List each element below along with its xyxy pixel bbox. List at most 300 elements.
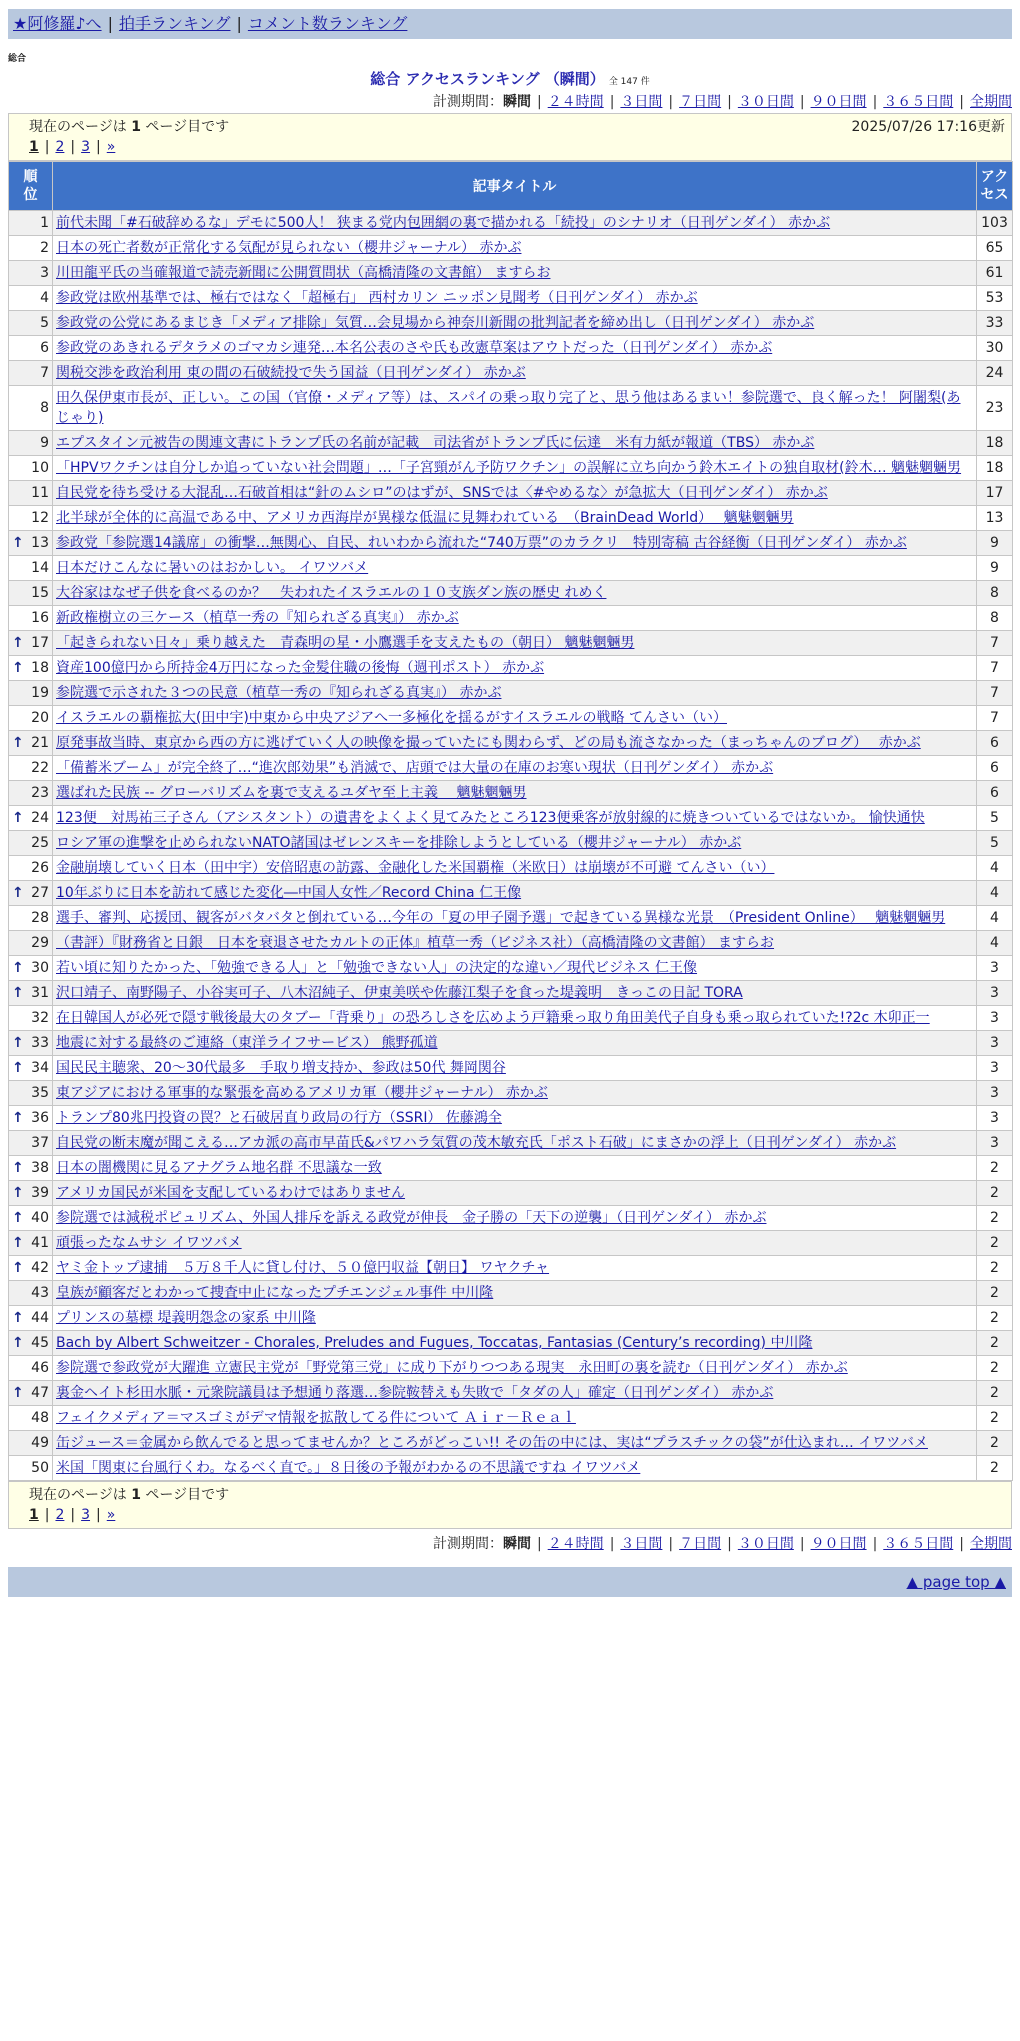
period-selector-bottom <box>8 1533 1012 1555</box>
table-row <box>9 1306 1013 1331</box>
title-cell <box>53 386 977 431</box>
article-link[interactable]: 123便 対馬祐三子さん（アシスタント）の遺書をよくよく見てみたところ123便乗客が放射線的に焼きついているではないか。 愉快通快 <box>56 810 925 826</box>
page-separator: | <box>96 1507 101 1523</box>
article-link[interactable]: 缶ジュース＝金属から飲んでると思ってませんか？ところがどっこい!! その缶の中には、実は“プラスチックの袋”が仕込まれ… イワツバメ <box>56 1435 928 1451</box>
article-link[interactable]: 沢口靖子、南野陽子、小谷実可子、八木沼純子、伊東美咲や佐藤江梨子を食った堤義明 きっこの日記 TORA <box>56 985 743 1001</box>
table-row <box>9 506 1013 531</box>
table-row <box>9 756 1013 781</box>
rank-cell <box>9 506 53 531</box>
access-count: 18 <box>977 431 1013 456</box>
table-row <box>9 361 1013 386</box>
rank-cell <box>9 1356 53 1381</box>
article-link[interactable]: ロシア軍の進撃を止められないNATO諸国はゼレンスキーを排除しようとしている（櫻井ジャーナル） 赤かぶ <box>56 835 742 851</box>
article-link[interactable]: 田久保伊東市長が、正しい。この国（官僚・メディア等）は、スパイの乗っ取り完了と、思う他はあるまい！参院選で、良く解った！ 阿闍梨(あじゃり) <box>56 390 961 426</box>
title-cell <box>53 211 977 236</box>
table-row <box>9 431 1013 456</box>
article-link[interactable]: 北半球が全体的に高温である中、アメリカ西海岸が異様な低温に見舞われている （BrainDead World） 魑魅魍魎男 <box>56 510 794 526</box>
title-cell <box>53 1406 977 1431</box>
access-count: 4 <box>977 906 1013 931</box>
table-row <box>9 311 1013 336</box>
article-link[interactable]: 日本の死亡者数が正常化する気配が見られない（櫻井ジャーナル） 赤かぶ <box>56 240 522 256</box>
table-row <box>9 631 1013 656</box>
article-link[interactable]: 参政党「参院選14議席」の衝撃…無関心、自民、れいわから流れた“740万票”のカラクリ 特別寄稿 古谷経衡（日刊ゲンダイ） 赤かぶ <box>56 535 907 551</box>
rank-number: 6 <box>40 340 49 356</box>
table-row <box>9 456 1013 481</box>
up-arrow-icon: ↑ <box>12 985 24 1001</box>
title-cell <box>53 336 977 361</box>
rank-column-header: 順位 <box>9 162 53 211</box>
period-label: 計測期間： <box>432 94 503 110</box>
rank-cell <box>9 1081 53 1106</box>
title-cell <box>53 1456 977 1481</box>
article-link[interactable]: イスラエルの覇権拡大(田中宇)中東から中央アジアへ一多極化を揺るがすイスラエルの戦略 てんさい（い） <box>56 710 727 726</box>
table-row <box>9 1056 1013 1081</box>
table-row <box>9 1031 1013 1056</box>
period-current: 瞬間 <box>502 94 531 110</box>
rank-cell <box>9 286 53 311</box>
title-cell <box>53 1156 977 1181</box>
rank-cell <box>9 1381 53 1406</box>
article-link[interactable]: 若い頃に知りたかった、「勉強できる人」と「勉強できない人」の決定的な違い／現代ビジネス 仁王像 <box>56 960 698 976</box>
rank-number: 1 <box>40 215 49 231</box>
article-link[interactable]: 資産100億円から所持金4万円になった金髪住職の後悔（週刊ポスト） 赤かぶ <box>56 660 545 676</box>
up-arrow-icon: ↑ <box>12 1185 24 1201</box>
table-row <box>9 931 1013 956</box>
access-count: 30 <box>977 336 1013 361</box>
rank-number: 40 <box>31 1210 49 1226</box>
access-count: 2 <box>977 1281 1013 1306</box>
title-cell <box>53 681 977 706</box>
title-cell <box>53 556 977 581</box>
article-link[interactable]: 在日韓国人が必死で隠す戦後最大のタブー「背乗り」の恐ろしさを広めよう戸籍乗っ取り角田美代子自身も乗っ取られていた!?2c 木卯正一 <box>56 1010 930 1026</box>
article-link[interactable]: 大谷家はなぜ子供を食べるのか？ 失われたイスラエルの１０支族ダン族の歴史 れめく <box>56 585 607 601</box>
period-label: 計測期間： <box>432 1536 503 1552</box>
table-row <box>9 1356 1013 1381</box>
article-link[interactable]: 参政党は欧州基準では、極右ではなく「超極右」 西村カリン ニッポン見聞考（日刊ゲンダイ） 赤かぶ <box>56 290 698 306</box>
rank-cell <box>9 1156 53 1181</box>
page-separator: | <box>96 139 101 155</box>
rank-number: 48 <box>31 1410 49 1426</box>
table-row <box>9 1431 1013 1456</box>
access-count: 7 <box>977 681 1013 706</box>
table-row <box>9 1156 1013 1181</box>
article-link[interactable]: 「備蓄米ブーム」が完全終了…“進次郎効果”も消滅で、店頭では大量の在庫のお寒い現状（日刊ゲンダイ） 赤かぶ <box>56 760 774 776</box>
article-link[interactable]: 自民党の断末魔が聞こえる…アカ派の高市早苗氏&パワハラ気質の茂木敏充氏「ポスト石破」にまさかの浮上（日刊ゲンダイ） 赤かぶ <box>56 1135 897 1151</box>
table-row <box>9 1081 1013 1106</box>
title-cell <box>53 1356 977 1381</box>
article-link[interactable]: エプスタイン元被告の関連文書にトランプ氏の名前が記載 司法省がトランプ氏に伝達 米有力紙が報道（TBS） 赤かぶ <box>56 435 815 451</box>
article-link[interactable]: プリンスの墓標 堤義明怨念の家系 中川隆 <box>56 1310 316 1326</box>
table-row <box>9 1256 1013 1281</box>
access-count: 9 <box>977 556 1013 581</box>
rank-number: 34 <box>31 1060 49 1076</box>
article-link[interactable]: 皇族が顧客だとわかって捜査中止になったプチエンジェル事件 中川隆 <box>56 1285 494 1301</box>
article-link[interactable]: フェイクメディア＝マスゴミがデマ情報を拡散してる件について Ａｉｒ－Ｒｅａｌ <box>56 1410 576 1426</box>
table-row <box>9 1331 1013 1356</box>
period-link[interactable]: ２４時間 <box>547 1536 604 1552</box>
table-row <box>9 656 1013 681</box>
title-cell <box>53 1131 977 1156</box>
period-link[interactable]: ３日間 <box>620 94 663 110</box>
article-link[interactable]: 日本だけこんなに暑いのはおかしい。 イワツバメ <box>56 560 369 576</box>
article-link[interactable]: 「HPVワクチンは自分しか追っていない社会問題」…「子宮頸がん予防ワクチン」の誤解に立ち向かう鈴木エイトの独自取材(鈴木… 魑魅魍魎男 <box>56 460 962 476</box>
period-link[interactable]: ３０日間 <box>737 94 794 110</box>
access-count: 23 <box>977 386 1013 431</box>
article-link[interactable]: 自民党を待ち受ける大混乱…石破首相は“針のムシロ”のはずが、SNSでは〈#やめるな〉が急拡大（日刊ゲンダイ） 赤かぶ <box>56 485 828 501</box>
title-cell <box>53 1106 977 1131</box>
title-cell <box>53 881 977 906</box>
page-link[interactable]: » <box>106 139 116 155</box>
period-link[interactable]: ９０日間 <box>810 1536 867 1552</box>
period-separator: | <box>799 1536 805 1552</box>
rank-number: 49 <box>31 1435 49 1451</box>
article-link[interactable]: （書評）『財務省と日銀 日本を衰退させたカルトの正体』植草一秀（ビジネス社）（高橋清隆の文書館） ますらお <box>56 935 775 951</box>
article-link[interactable]: 選手、審判、応援団、観客がバタバタと倒れている…今年の「夏の甲子園予選」で起きている異様な光景 （President Online） 魑魅魍魎男 <box>56 910 946 926</box>
rank-cell <box>9 656 53 681</box>
rank-number: 33 <box>31 1035 49 1051</box>
current-page-prefix: 現在のページは <box>29 1487 127 1503</box>
rank-cell <box>9 211 53 236</box>
rank-number: 27 <box>31 885 49 901</box>
page-link[interactable]: 3 <box>81 1507 91 1523</box>
title-row <box>8 67 1012 91</box>
rank-number: 42 <box>31 1260 49 1276</box>
access-count: 7 <box>977 656 1013 681</box>
table-row <box>9 956 1013 981</box>
access-count: 2 <box>977 1231 1013 1256</box>
rank-number: 5 <box>40 315 49 331</box>
access-count: 103 <box>977 211 1013 236</box>
table-row <box>9 531 1013 556</box>
up-arrow-icon: ↑ <box>12 535 24 551</box>
title-cell <box>53 731 977 756</box>
ranking-table-body <box>9 211 1013 1481</box>
up-arrow-icon: ↑ <box>12 1385 24 1401</box>
rank-cell <box>9 431 53 456</box>
article-link[interactable]: 参院選では減税ポピュリズム、外国人排斥を訴える政党が伸長 金子勝の「天下の逆襲」（日刊ゲンダイ） 赤かぶ <box>56 1210 767 1226</box>
table-row <box>9 1206 1013 1231</box>
page-separator: | <box>70 139 76 155</box>
article-link[interactable]: 関税交渉を政治利用 東の間の石破続投で失う国益（日刊ゲンダイ） 赤かぶ <box>56 365 526 381</box>
page-link[interactable]: » <box>106 1507 116 1523</box>
rank-number: 20 <box>31 710 49 726</box>
current-page-prefix: 現在のページは <box>29 119 127 135</box>
title-cell <box>53 656 977 681</box>
access-count: 6 <box>977 731 1013 756</box>
up-arrow-icon: ↑ <box>12 1060 24 1076</box>
access-count: 8 <box>977 606 1013 631</box>
article-link[interactable]: 裏金ヘイト杉田水脈・元衆院議員は予想通り落選…参院鞍替えも失敗で「タダの人」確定（日刊ゲンダイ） 赤かぶ <box>56 1385 774 1401</box>
page-link[interactable]: 2 <box>55 139 65 155</box>
title-cell <box>53 456 977 481</box>
rank-number: 2 <box>40 240 49 256</box>
title-cell <box>53 431 977 456</box>
period-link[interactable]: ３６５日間 <box>883 1536 954 1552</box>
rank-cell <box>9 1006 53 1031</box>
current-page-text <box>29 1485 229 1505</box>
rank-cell <box>9 731 53 756</box>
pager-bottom <box>8 1481 1012 1529</box>
title-cell <box>53 361 977 386</box>
rank-cell <box>9 1181 53 1206</box>
rank-cell <box>9 1456 53 1481</box>
article-link[interactable]: 原発事故当時、東京から西の方に逃げていく人の映像を撮っていたにも関わらず、どの局も流さなかった（まっちゃんのブログ） 赤かぶ <box>56 735 921 751</box>
page-link-current: 1 <box>29 1507 39 1523</box>
period-separator: | <box>536 1536 542 1552</box>
rank-number: 16 <box>31 610 49 626</box>
table-row <box>9 211 1013 236</box>
page-link-current: 1 <box>29 139 39 155</box>
current-page-suffix: ページ目です <box>145 1487 230 1503</box>
up-arrow-icon: ↑ <box>12 1335 24 1351</box>
access-column-header: アクセス <box>977 162 1013 211</box>
period-separator: | <box>668 94 674 110</box>
rank-number: 35 <box>31 1085 49 1101</box>
period-link[interactable]: ９０日間 <box>810 94 867 110</box>
article-link[interactable]: 選ばれた民族 -- グローバリズムを裏で支えるユダヤ至上主義 魑魅魍魎男 <box>56 785 527 801</box>
article-link[interactable]: 川田龍平氏の当確報道で読売新聞に公開質問状（高橋清隆の文書館） ますらお <box>56 265 551 281</box>
rank-cell <box>9 606 53 631</box>
article-link[interactable]: 東アジアにおける軍事的な緊張を高めるアメリカ軍（櫻井ジャーナル） 赤かぶ <box>56 1085 548 1101</box>
table-row <box>9 856 1013 881</box>
page-link[interactable]: 2 <box>55 1507 65 1523</box>
article-link[interactable]: 10年ぶりに日本を訪れて感じた変化―中国人女性／Record China 仁王像 <box>56 885 522 901</box>
up-arrow-icon: ↑ <box>12 1110 24 1126</box>
rank-cell <box>9 631 53 656</box>
rank-number: 36 <box>31 1110 49 1126</box>
rank-number: 50 <box>31 1460 49 1476</box>
access-count: 5 <box>977 806 1013 831</box>
access-count: 2 <box>977 1306 1013 1331</box>
article-link[interactable]: 参政党の公党にあるまじき「メディア排除」気質…会見場から神奈川新聞の批判記者を締め出し（日刊ゲンダイ） 赤かぶ <box>56 315 815 331</box>
rank-cell <box>9 1206 53 1231</box>
rank-number: 46 <box>31 1360 49 1376</box>
rank-cell <box>9 1281 53 1306</box>
rank-cell <box>9 831 53 856</box>
access-count: 2 <box>977 1406 1013 1431</box>
up-arrow-icon: ↑ <box>12 960 24 976</box>
rank-number: 28 <box>31 910 49 926</box>
period-link[interactable]: ３０日間 <box>737 1536 794 1552</box>
rank-cell <box>9 261 53 286</box>
up-arrow-icon: ↑ <box>12 1035 24 1051</box>
rank-cell <box>9 581 53 606</box>
table-row <box>9 1181 1013 1206</box>
rank-number: 37 <box>31 1135 49 1151</box>
title-cell <box>53 261 977 286</box>
title-cell <box>53 311 977 336</box>
access-count: 4 <box>977 881 1013 906</box>
rank-number: 23 <box>31 785 49 801</box>
access-count: 3 <box>977 981 1013 1006</box>
title-cell <box>53 606 977 631</box>
access-count: 8 <box>977 581 1013 606</box>
rank-number: 4 <box>40 290 49 306</box>
up-arrow-icon: ↑ <box>12 635 24 651</box>
table-row <box>9 261 1013 286</box>
rank-cell <box>9 361 53 386</box>
title-cell <box>53 931 977 956</box>
period-separator: | <box>609 94 615 110</box>
rank-number: 14 <box>31 560 49 576</box>
table-row <box>9 336 1013 361</box>
table-row <box>9 781 1013 806</box>
period-link[interactable]: 全期間 <box>970 94 1012 110</box>
table-row <box>9 386 1013 431</box>
table-row <box>9 556 1013 581</box>
rank-number: 39 <box>31 1185 49 1201</box>
article-link[interactable]: 「起きられない日々」乗り越えた 青森明の星・小鷹選手を支えたもの（朝日） 魑魅魍魎男 <box>56 635 635 651</box>
access-count: 53 <box>977 286 1013 311</box>
comment-ranking-link[interactable]: コメント数ランキング <box>247 14 408 33</box>
title-cell <box>53 1331 977 1356</box>
table-row <box>9 481 1013 506</box>
rank-cell <box>9 1056 53 1081</box>
article-link[interactable]: 国民民主聴衆、20～30代最多 手取り増支持か、参政は50代 舞岡関谷 <box>56 1060 506 1076</box>
page-separator: | <box>44 139 50 155</box>
page-separator: | <box>70 1507 76 1523</box>
table-row <box>9 706 1013 731</box>
period-separator: | <box>727 1536 732 1552</box>
up-arrow-icon: ↑ <box>12 1235 24 1251</box>
rank-number: 25 <box>31 835 49 851</box>
access-count: 5 <box>977 831 1013 856</box>
page-links <box>29 1505 1005 1525</box>
article-link[interactable]: 金融崩壊していく日本（田中宇）安倍昭恵の訪露、金融化した米国覇権（米欧日）は崩壊が不可避 てんさい（い） <box>56 860 775 876</box>
table-row <box>9 681 1013 706</box>
access-count: 3 <box>977 1006 1013 1031</box>
title-cell <box>53 1031 977 1056</box>
rank-number: 13 <box>31 535 49 551</box>
title-cell <box>53 1081 977 1106</box>
access-count: 2 <box>977 1356 1013 1381</box>
current-page-text <box>29 117 229 137</box>
rank-number: 30 <box>31 960 49 976</box>
category-label: 総合 <box>8 54 27 64</box>
article-link[interactable]: 参政党のあきれるデタラメのゴマカシ連発…本名公表のさや氏も改憲草案はアウトだった（日刊ゲンダイ） 赤かぶ <box>56 340 773 356</box>
rank-number: 22 <box>31 760 49 776</box>
rank-number: 32 <box>31 1010 49 1026</box>
period-separator: | <box>872 1536 878 1552</box>
period-link[interactable]: ７日間 <box>679 94 722 110</box>
title-cell <box>53 1281 977 1306</box>
article-link[interactable]: トランプ80兆円投資の罠？と石破居直り政局の行方（SSRI） 佐藤鴻全 <box>56 1110 502 1126</box>
title-cell <box>53 506 977 531</box>
article-link[interactable]: 地震に対する最終のご連絡（東洋ライフサービス） 熊野孤道 <box>56 1035 438 1051</box>
period-selector-top <box>8 91 1012 113</box>
table-row <box>9 981 1013 1006</box>
table-row <box>9 806 1013 831</box>
access-count: 7 <box>977 706 1013 731</box>
access-count: 2 <box>977 1431 1013 1456</box>
article-link[interactable]: 参院選で参政党が大躍進 立憲民主党が「野党第三党」に成り下がりつつある現実 永田町の裏を読む（日刊ゲンダイ） 赤かぶ <box>56 1360 848 1376</box>
title-cell <box>53 806 977 831</box>
rank-number: 8 <box>40 400 49 416</box>
article-link[interactable]: 前代未聞「#石破辞めるな」デモに500人！ 狭まる党内包囲網の裏で描かれる「続投」のシナリオ（日刊ゲンダイ） 赤かぶ <box>56 215 831 231</box>
up-arrow-icon: ↑ <box>12 885 24 901</box>
rank-cell <box>9 1131 53 1156</box>
article-link[interactable]: Bach by Albert Schweitzer - Chorales, Preludes and Fugues, Toccatas, Fantasias (Century’s recording) 中川隆 <box>56 1335 813 1351</box>
access-count: 33 <box>977 311 1013 336</box>
article-link[interactable]: 参院選で示された３つの民意（植草一秀の『知られざる真実』） 赤かぶ <box>56 685 502 701</box>
rank-number: 18 <box>31 660 49 676</box>
period-link[interactable]: ３６５日間 <box>883 94 954 110</box>
access-count: 3 <box>977 956 1013 981</box>
rank-number: 29 <box>31 935 49 951</box>
up-arrow-icon: ↑ <box>12 735 24 751</box>
table-row <box>9 581 1013 606</box>
table-row <box>9 606 1013 631</box>
access-count: 3 <box>977 1031 1013 1056</box>
home-link[interactable]: ★阿修羅♪へ <box>13 14 102 33</box>
title-cell <box>53 531 977 556</box>
access-count: 61 <box>977 261 1013 286</box>
title-cell <box>53 581 977 606</box>
page-link[interactable]: 3 <box>81 139 91 155</box>
period-link[interactable]: ３日間 <box>620 1536 663 1552</box>
table-row <box>9 236 1013 261</box>
title-cell <box>53 981 977 1006</box>
rank-number: 7 <box>40 365 49 381</box>
access-count: 18 <box>977 456 1013 481</box>
title-cell <box>53 1006 977 1031</box>
table-row <box>9 286 1013 311</box>
access-count: 2 <box>977 1206 1013 1231</box>
period-link[interactable]: ７日間 <box>679 1536 722 1552</box>
table-row <box>9 1456 1013 1481</box>
access-count: 2 <box>977 1156 1013 1181</box>
article-link[interactable]: 頑張ったなムサシ イワツバメ <box>56 1235 242 1251</box>
access-count: 3 <box>977 1131 1013 1156</box>
period-separator: | <box>536 94 542 110</box>
access-count: 65 <box>977 236 1013 261</box>
ranking-table <box>8 161 1013 1481</box>
clap-ranking-link[interactable]: 拍手ランキング <box>118 14 231 33</box>
title-cell <box>53 1231 977 1256</box>
rank-number: 45 <box>31 1335 49 1351</box>
rank-number: 10 <box>31 460 49 476</box>
rank-number: 31 <box>31 985 49 1001</box>
table-header-row <box>9 162 1013 211</box>
bottom-bar <box>8 1567 1012 1597</box>
top-nav-bar <box>8 9 1012 39</box>
period-separator: | <box>799 94 805 110</box>
article-link[interactable]: 米国「関東に台風行くわ。なるべく直で。」８日後の予報がわかるの不思議ですね イワツバメ <box>56 1460 641 1476</box>
article-link[interactable]: 新政権樹立の三ケース（植草一秀の『知られざる真実』） 赤かぶ <box>56 610 459 626</box>
up-arrow-icon: ↑ <box>12 660 24 676</box>
article-link[interactable]: アメリカ国民が米国を支配しているわけではありません <box>56 1185 406 1201</box>
title-cell <box>53 481 977 506</box>
period-separator: | <box>959 94 964 110</box>
nav-separator: | <box>236 14 242 33</box>
article-link[interactable]: ヤミ金トップ逮捕 ５万８千人に貸し付け、５０億円収益【朝日】 ワヤクチャ <box>56 1260 550 1276</box>
rank-number: 11 <box>31 485 49 501</box>
title-cell <box>53 1181 977 1206</box>
access-count: 2 <box>977 1456 1013 1481</box>
rank-number: 26 <box>31 860 49 876</box>
rank-number: 44 <box>31 1310 49 1326</box>
period-link[interactable]: ２４時間 <box>547 94 604 110</box>
title-cell <box>53 906 977 931</box>
page-top-link[interactable]: ▲ page top ▲ <box>906 1573 1006 1591</box>
rank-cell <box>9 531 53 556</box>
article-link[interactable]: 日本の闇機関に見るアナグラム地名群 不思議な一致 <box>56 1160 382 1176</box>
table-row <box>9 1131 1013 1156</box>
rank-number: 24 <box>31 810 49 826</box>
period-link[interactable]: 全期間 <box>970 1536 1012 1552</box>
table-row <box>9 881 1013 906</box>
rank-cell <box>9 1331 53 1356</box>
